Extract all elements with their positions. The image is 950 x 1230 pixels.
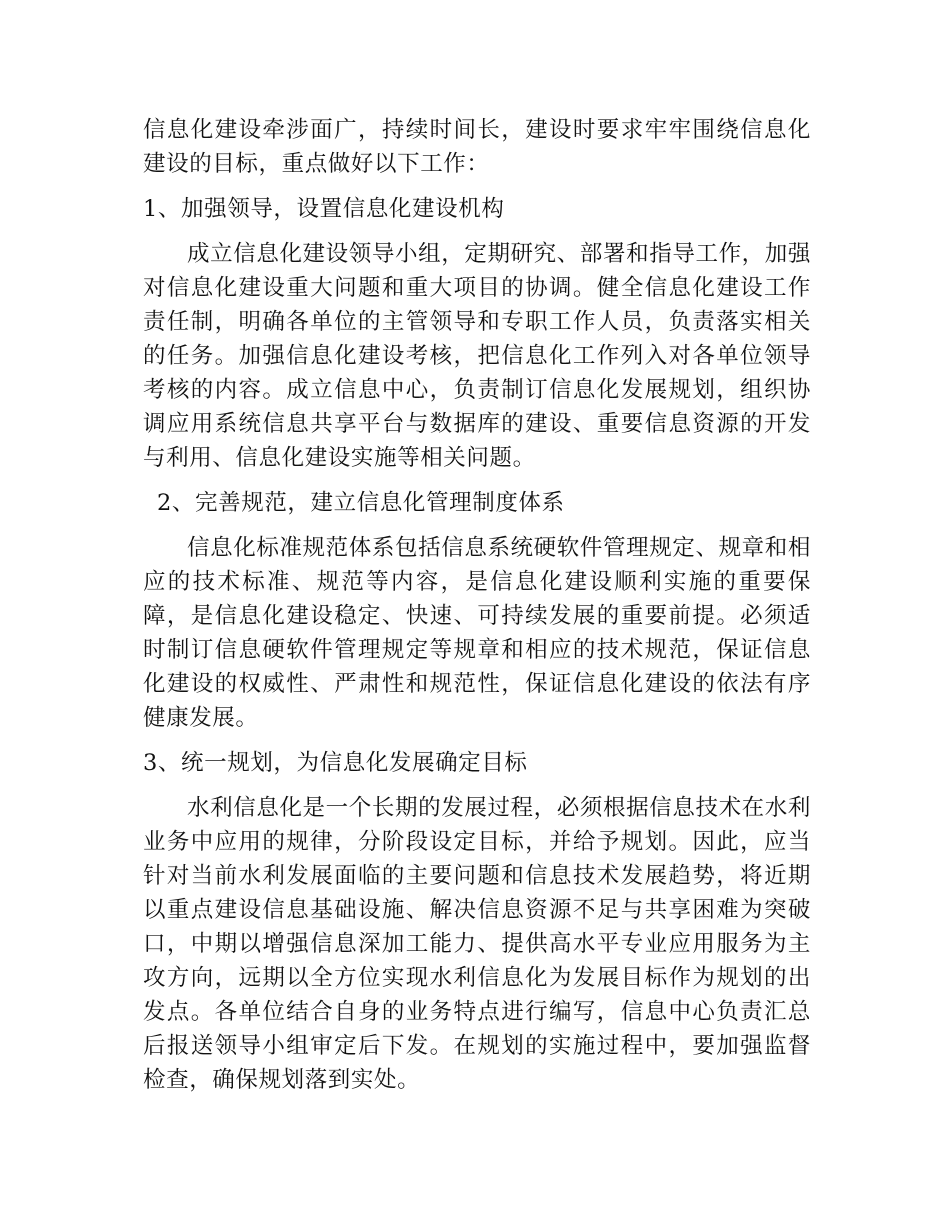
intro-paragraph: 信息化建设牵涉面广，持续时间长，建设时要求牢牢围绕信息化建设的目标，重点做好以下工作： <box>143 117 811 177</box>
section-3-body: 水利信息化是一个长期的发展过程，必须根据信息技术在水利业务中应用的规律，分阶段设定目标，并给予规划。因此，应当针对当前水利发展面临的主要问题和信息技术发展趋势，将近期以重点建设信息基础设施、解决信息资源不足与共享困难为突破口，中期以增强信息深加工能力、提供高水平专业应用服务为主攻方向，远期以全方位实现水利信息化为发展目标作为规划的出发点。各单位结合自身的业务特点进行编写，信息中心负责汇总后报送领导小组审定后下发。在规划的实施过程中，要加强监督检查，确保规划落到实处。 <box>143 795 811 1093</box>
section-2-body: 信息化标准规范体系包括信息系统硬软件管理规定、规章和相应的技术标准、规范等内容，是信息化建设顺利实施的重要保障，是信息化建设稳定、快速、可持续发展的重要前提。必须适时制订信息硬软件管理规定等规章和相应的技术规范，保证信息化建设的权威性、严肃性和规范性，保证信息化建设的依法有序健康发展。 <box>143 535 811 731</box>
section-3-heading: 3、统一规划，为信息化发展确定目标 <box>143 750 528 776</box>
section-1-heading: 1、加强领导，设置信息化建设机构 <box>143 196 505 222</box>
section-1-body: 成立信息化建设领导小组，定期研究、部署和指导工作，加强对信息化建设重大问题和重大项目的协调。健全信息化建设工作责任制，明确各单位的主管领导和专职工作人员，负责落实相关的任务。加强信息化建设考核，把信息化工作列入对各单位领导考核的内容。成立信息中心，负责制订信息化发展规划，组织协调应用系统信息共享平台与数据库的建设、重要信息资源的开发与利用、信息化建设实施等相关问题。 <box>143 241 811 471</box>
document-page <box>143 113 811 1097</box>
section-2-heading: 2、完善规范，建立信息化管理制度体系 <box>157 490 565 516</box>
